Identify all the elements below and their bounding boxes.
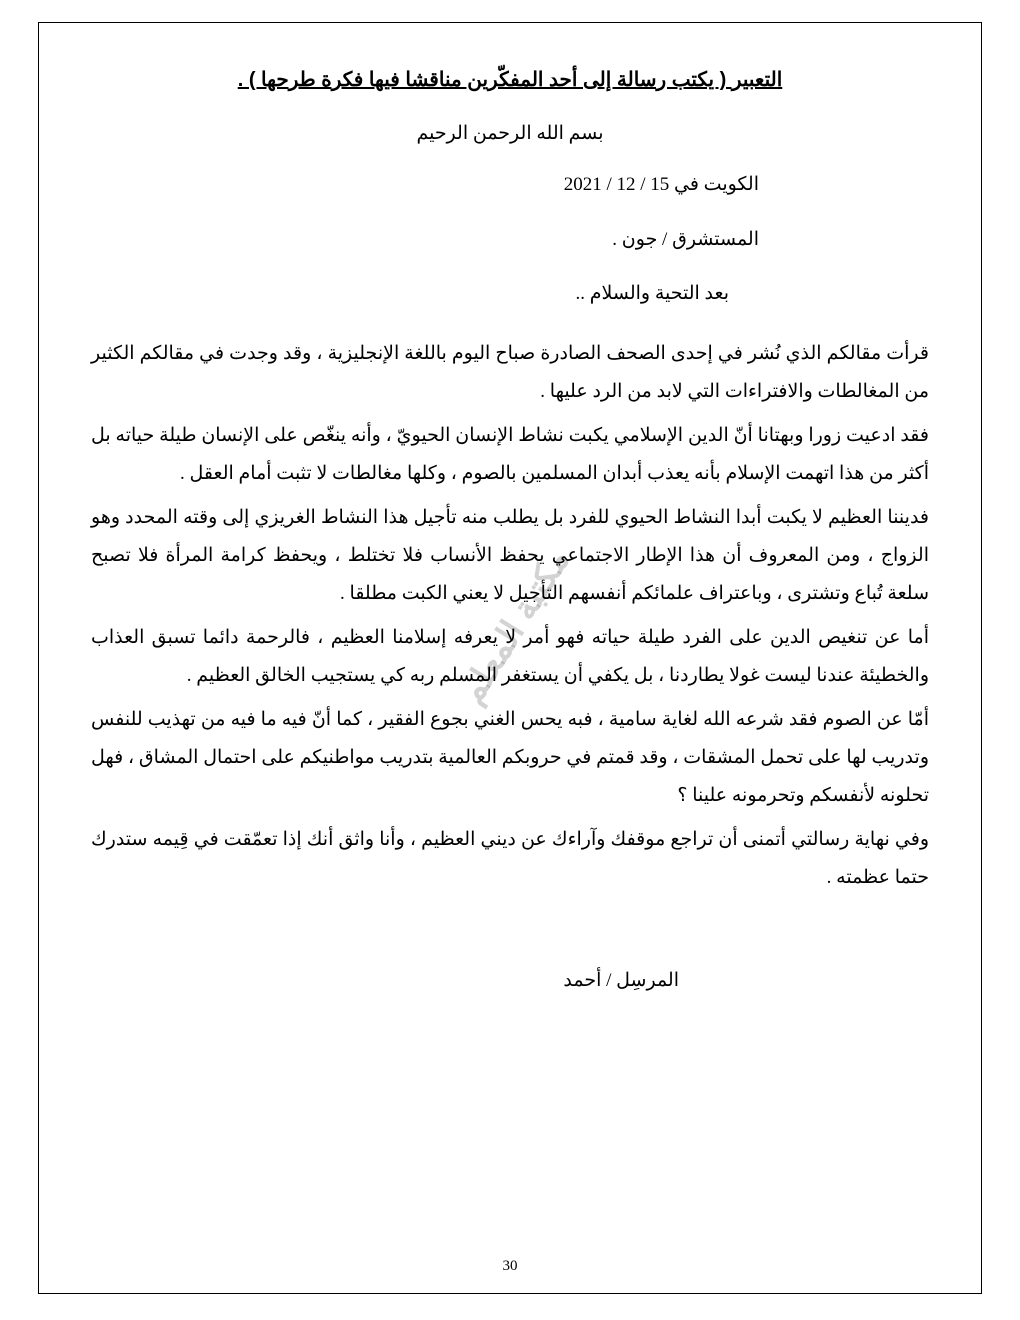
signature-line: المرسِل / أحمد — [563, 969, 679, 991]
document-content — [91, 51, 929, 992]
body-paragraph: قرأت مقالكم الذي نُشر في إحدى الصحف الصادرة صباح اليوم باللغة الإنجليزية ، وقد وجدت في مقالكم الكثير من المغالطات والافتراءات التي لابد من الرد عليها . — [91, 342, 929, 402]
body-paragraph: فقد ادعيت زورا وبهتانا أنّ الدين الإسلامي يكبت نشاط الإنسان الحيويّ ، وأنه ينغّص على الإنسان طيلة حياته بل أكثر من هذا اتهمت الإسلام بأنه يعذب أبدان المسلمين بالصوم ، وكلها مغالطات لا تثبت أمام العقل . — [91, 424, 929, 484]
page-border — [38, 22, 982, 1294]
body-paragraph: وفي نهاية رسالتي أتمنى أن تراجع موقفك وآراءك عن ديني العظيم ، وأنا واثق أنك إذا تعمّقت في قِيمه ستدرك حتما عظمته . — [91, 828, 929, 888]
body-paragraph: أما عن تنغيص الدين على الفرد طيلة حياته فهو أمر لا يعرفه إسلامنا العظيم ، فالرحمة دائما تسبق العذاب والخطيئة عندنا ليست غولا يطاردنا ، بل يكفي أن يستغفر المسلم ربه كي يستجيب الخالق العظيم . — [91, 626, 929, 686]
recipient-line: المستشرق / جون . — [612, 228, 759, 250]
date-line: الكويت في 15 / 12 / 2021 — [563, 174, 759, 195]
basmala-line: بسم الله الرحمن الرحيم — [416, 123, 604, 144]
greeting-line: بعد التحية والسلام .. — [575, 283, 729, 304]
body-paragraph: أمّا عن الصوم فقد شرعه الله لغاية سامية ، فبه يحس الغني بجوع الفقير ، كما أنّ فيه ما فيه من تهذيب للنفس وتدريب لها على تحمل المشقات ، وقد قمتم في حروبكم العالمية بتدريب مواطنيكم على احتمال المشاق ، فهل تحلونه لأنفسكم وتحرمونه علينا ؟ — [91, 708, 929, 806]
body-paragraph: فديننا العظيم لا يكبت أبدا النشاط الحيوي للفرد بل يطلب منه تأجيل هذا النشاط الغريزي إلى وقته المحدد وهو الزواج ، ومن المعروف أن هذا الإطار الاجتماعي يحفظ الأنساب فلا تختلط ، ويحفظ كرامة المرأة فلا تصبح سلعة تُباع وتشترى ، وباعتراف علمائكم أنفسهم التأجيل لا يعني الكبت مطلقا . — [91, 506, 929, 604]
page-number: 30 — [502, 1258, 518, 1274]
watermark-text: مكتبة المعلم — [452, 541, 578, 711]
page-title: التعبير ( يكتب رسالة إلى أحد المفكّرين مناقشا فيها فكرة طرحها ) . — [237, 69, 783, 91]
